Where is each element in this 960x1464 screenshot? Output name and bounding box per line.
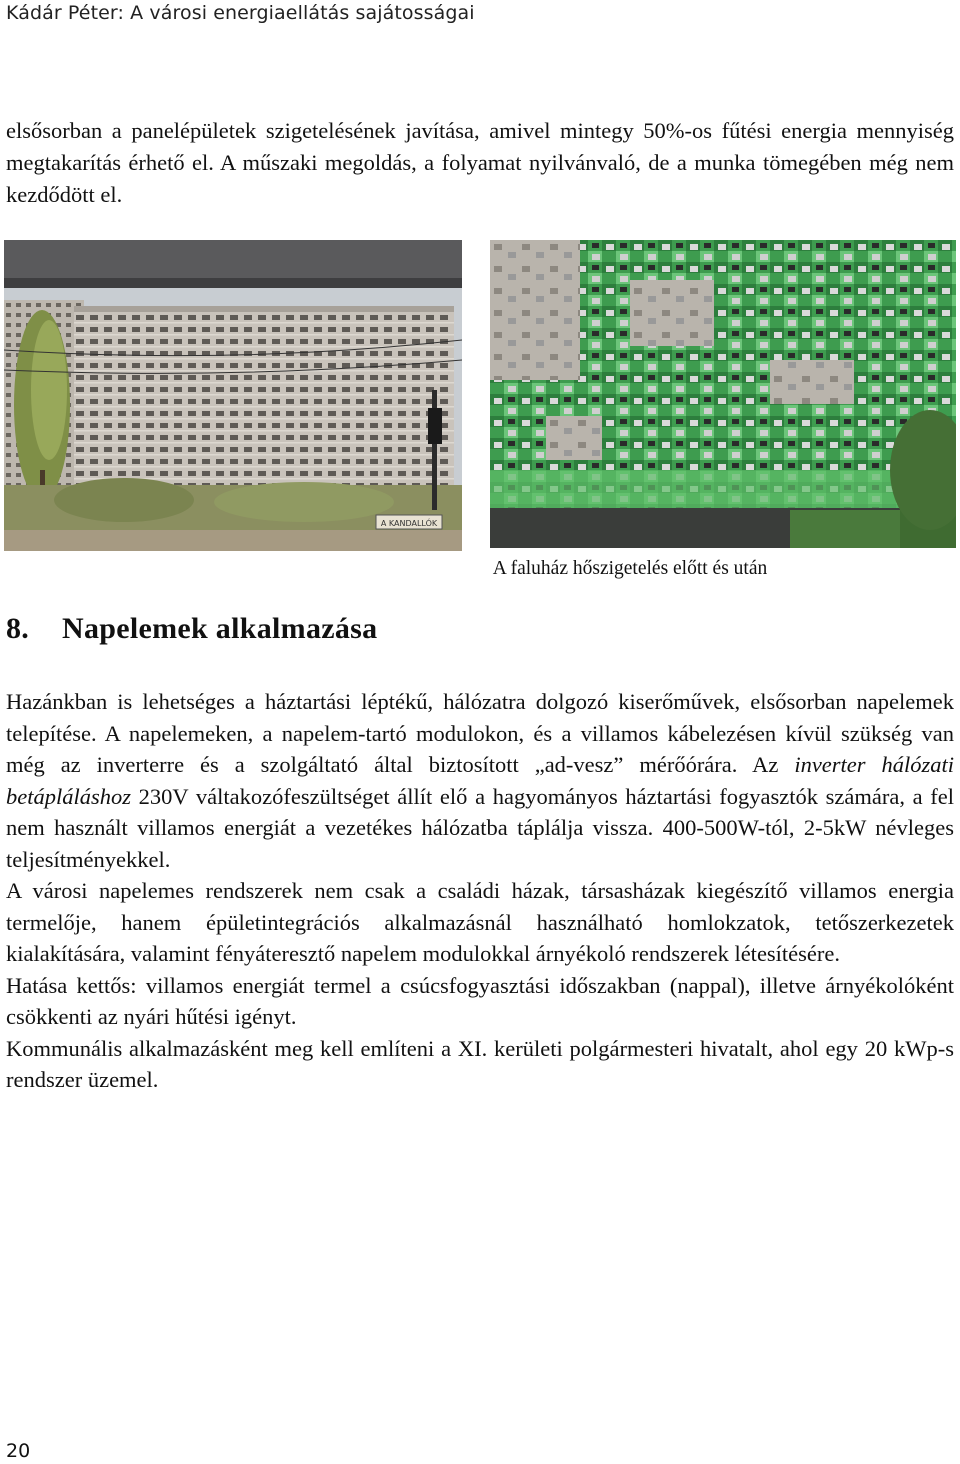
photo-before-insulation: [4, 240, 462, 551]
section-paragraph-2: A városi napelemes rendszerek nem csak a családi házak, társasházak kiegészítő villamos energia termelője, hanem épületintegrációs alkalmazásnál használható homlokzatok, tetőszerkezetek kialakítására, valamint fényáteresztő napelem modulokkal árnyékoló rendszerek létesítésére.: [6, 878, 954, 966]
p1-text-a: Hazánkban is lehetséges a háztartási léptékű, hálózatra dolgozó kiserőművek, elsősorban napelemek telepítése. A napelemeken, a napelem-tartó modulokon, és a villamos kábelezésen kívül szükség van még az inverterre és a szolgáltató által biztosított „ad-vesz” mérőórára. Az: [6, 689, 954, 777]
section-paragraph-1: [6, 686, 954, 875]
section-number: 8.: [6, 612, 30, 645]
intro-paragraph: elsősorban a panelépületek szigetelésének javítása, amivel mintegy 50%-os fűtési energia mennyiség megtakarítás érhető el. A műszaki megoldás, a folyamat nyilvánvaló, de a munka tömegében még nem kezdődött el.: [6, 118, 954, 207]
section-paragraph-4: Kommunális alkalmazásként meg kell említeni a XI. kerületi polgármesteri hivatalt, ahol egy 20 kWp-s rendszer üzemel.: [6, 1035, 954, 1092]
photo-after-insulation: [490, 240, 956, 548]
p1-italic-term: inverter hálózati betápláláshoz: [6, 752, 954, 809]
section-heading: [6, 612, 377, 646]
section-title: Napelemek alkalmazása: [62, 612, 378, 645]
running-header: Kádár Péter: A városi energiaellátás sajátosságai: [6, 2, 475, 24]
section-body: [6, 686, 954, 1096]
figure-caption: A faluház hőszigetelés előtt és után: [492, 558, 768, 579]
p1-text-b: 230V váltakozófeszültséget állít elő a hagyományos háztartási fogyasztók számára, a fel nem használt villamos energiát a vezetékes hálózatba táplálja vissza. 400-500W-tól, 2-5kW névleges teljesítményekkel.: [6, 783, 954, 872]
kandallok-sign-text: A KANDALLÓK: [380, 519, 438, 528]
page-number: 20: [6, 1440, 31, 1462]
section-paragraph-3: Hatása kettős: villamos energiát termel a csúcsfogyasztási időszakban (nappal), illetve árnyékolóként csökkenti az nyári hűtési igényt.: [6, 972, 954, 1029]
